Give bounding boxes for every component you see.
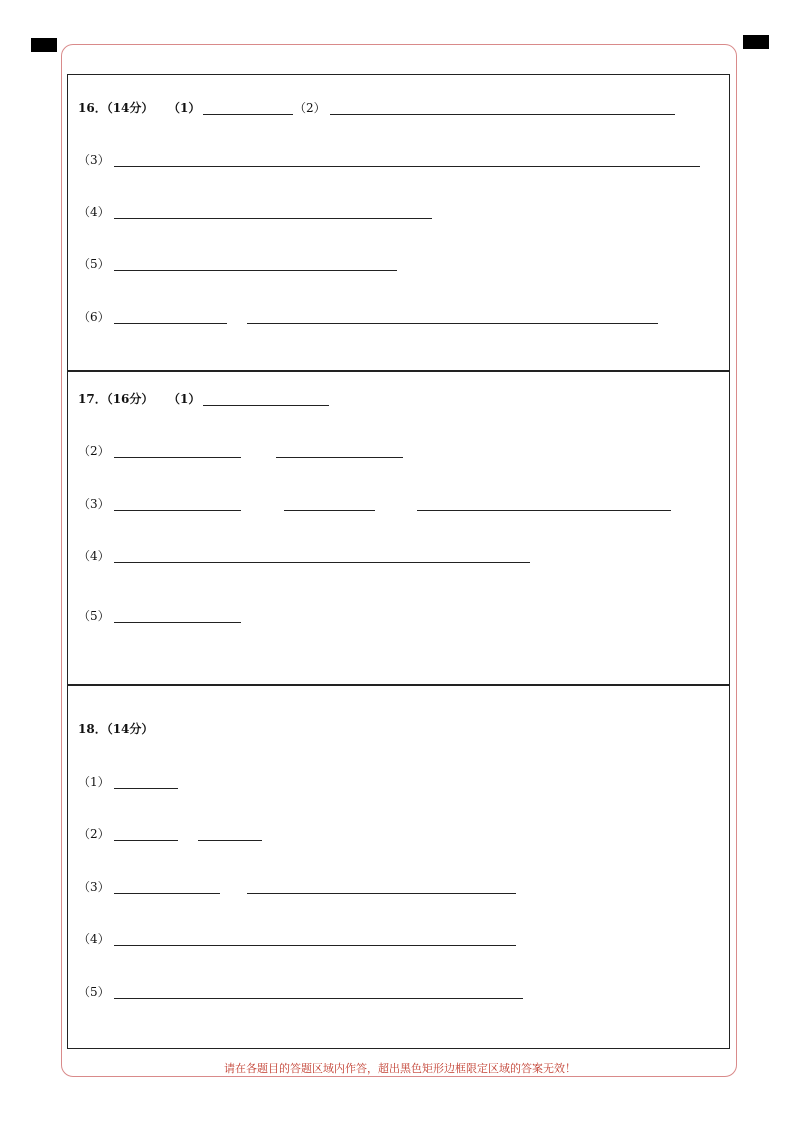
q16-part-3-label: （3） — [78, 153, 110, 167]
q16-part-3-answer-line[interactable] — [114, 166, 700, 167]
q16-part-6-answer-line-b[interactable] — [247, 323, 658, 324]
question-18-header: 18．（14分） — [78, 722, 154, 736]
q16-part-5-label: （5） — [78, 257, 110, 271]
q17-part-5-answer-line[interactable] — [114, 622, 241, 623]
q17-part-2-answer-line-b[interactable] — [276, 457, 403, 458]
q18-part-2-answer-line-a[interactable] — [114, 840, 178, 841]
q16-part-2-answer-line[interactable] — [330, 114, 675, 115]
section-divider-17-18 — [67, 684, 730, 686]
q17-part-3-answer-line-b[interactable] — [284, 510, 375, 511]
q16-part-4-answer-line[interactable] — [114, 218, 432, 219]
q18-part-5-label: （5） — [78, 985, 110, 999]
question-16-header: 16．（14分） — [78, 101, 154, 115]
section-divider-16-17 — [67, 370, 730, 372]
q16-part-1-label: （1） — [168, 101, 201, 115]
q18-part-1-label: （1） — [78, 775, 110, 789]
q17-part-4-label: （4） — [78, 549, 110, 563]
q18-part-4-answer-line[interactable] — [114, 945, 516, 946]
q17-part-1-label: （1） — [168, 392, 201, 406]
q17-part-1-answer-line[interactable] — [203, 405, 329, 406]
q16-part-2-label: （2） — [294, 101, 326, 115]
q18-part-4-label: （4） — [78, 932, 110, 946]
q17-part-3-label: （3） — [78, 497, 110, 511]
answer-area-notice: 请在各题目的答题区域内作答，超出黑色矩形边框限定区域的答案无效！ — [224, 1062, 576, 1075]
q18-part-3-answer-line-a[interactable] — [114, 893, 220, 894]
registration-mark-left — [31, 38, 57, 52]
registration-mark-right — [743, 35, 769, 49]
q16-part-4-label: （4） — [78, 205, 110, 219]
q17-part-4-answer-line[interactable] — [114, 562, 530, 563]
q16-part-6-label: （6） — [78, 310, 110, 324]
q16-part-1-answer-line[interactable] — [203, 114, 293, 115]
q16-part-6-answer-line-a[interactable] — [114, 323, 227, 324]
q17-part-5-label: （5） — [78, 609, 110, 623]
q18-part-2-label: （2） — [78, 827, 110, 841]
q18-part-5-answer-line[interactable] — [114, 998, 523, 999]
q18-part-3-label: （3） — [78, 880, 110, 894]
q18-part-2-answer-line-b[interactable] — [198, 840, 262, 841]
q17-part-2-label: （2） — [78, 444, 110, 458]
q16-part-5-answer-line[interactable] — [114, 270, 397, 271]
question-17-header: 17．（16分） — [78, 392, 154, 406]
q18-part-1-answer-line[interactable] — [114, 788, 178, 789]
q17-part-2-answer-line-a[interactable] — [114, 457, 241, 458]
q17-part-3-answer-line-a[interactable] — [114, 510, 241, 511]
q18-part-3-answer-line-b[interactable] — [247, 893, 516, 894]
q17-part-3-answer-line-c[interactable] — [417, 510, 671, 511]
